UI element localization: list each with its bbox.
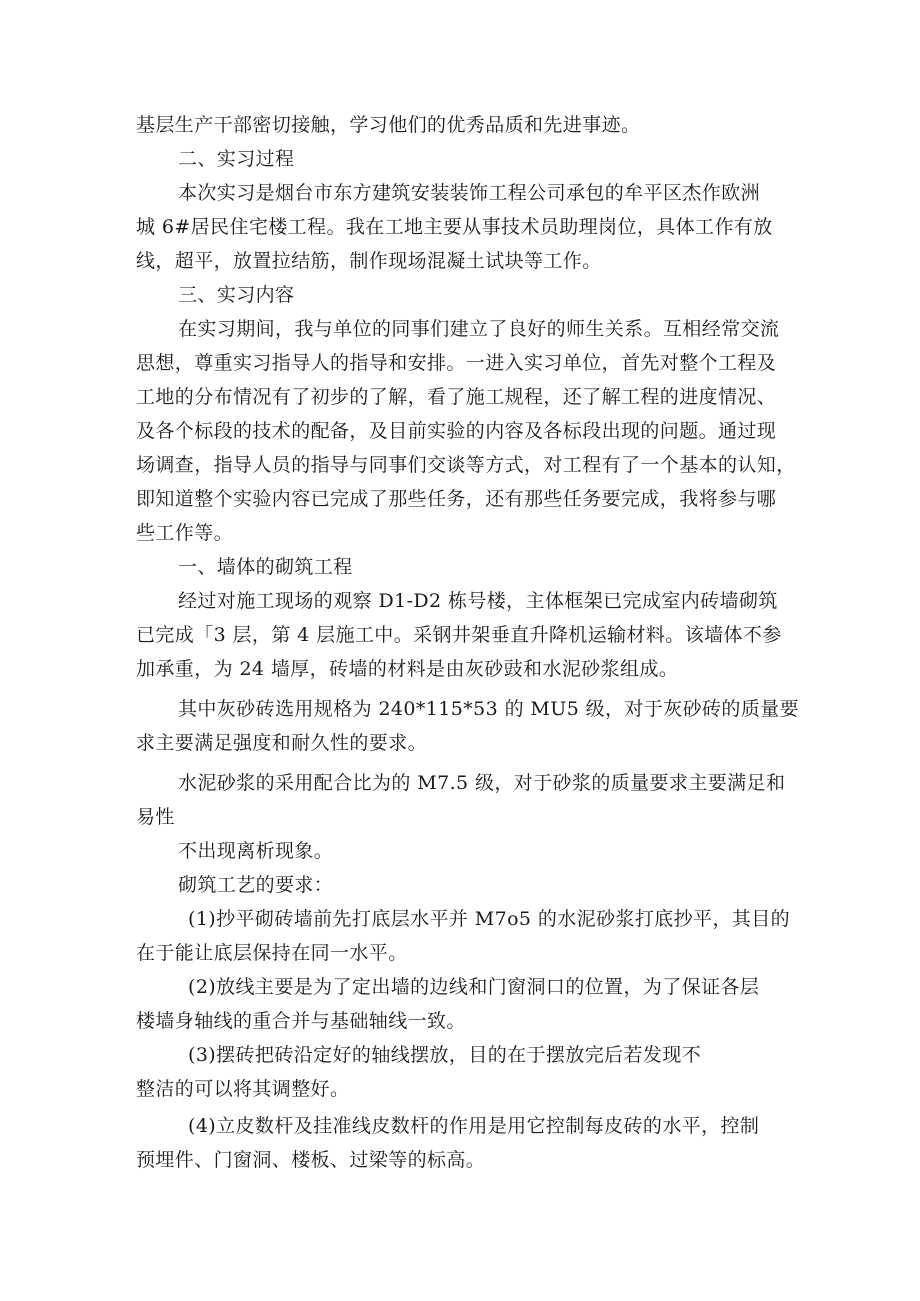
text-line-17: 加承重，为 24 墙厚，砖墙的材料是由灰砂豉和水泥砂浆组成。 xyxy=(136,658,679,680)
text-line-9: 工地的分布情况有了初步的了解，看了施工规程，还了解工程的进度情况、 xyxy=(136,386,777,408)
text-line-5: 线，超平，放置拉结筋，制作现场混凝土试块等工作。 xyxy=(136,250,602,272)
text-line-4: 城 6#居民住宅楼工程。我在工地主要从事技术员助理岗位，具体工作有放 xyxy=(136,216,773,238)
text-line-29: 整洁的可以将其调整好。 xyxy=(136,1078,350,1100)
text-line-27: 楼墙身轴线的重合并与基础轴线一致。 xyxy=(136,1010,466,1032)
text-line-23: 砌筑工艺的要求： xyxy=(178,874,334,896)
text-line-3: 本次实习是烟台市东方建筑安装装饰工程公司承包的牟平区杰作欧洲 xyxy=(178,182,761,204)
section-heading-internship-content: 三、实习内容 xyxy=(178,284,295,306)
text-line-11: 场调查，指导人员的指导与同事们交谈等方式，对工程有了一个基本的认知， xyxy=(136,454,796,476)
text-line-22: 不出现离析现象。 xyxy=(178,840,334,862)
text-line-31: 预埋件、门窗洞、楼板、过梁等的标高。 xyxy=(136,1149,486,1171)
list-item-1: (1)抄平砌砖墙前先打底层水平并 M7o5 的水泥砂浆打底抄平，其目的 xyxy=(188,908,791,930)
text-line-13: 些工作等。 xyxy=(136,522,234,544)
text-line-18: 其中灰砂砖选用规格为 240*115*53 的 MU5 级，对于灰砂砖的质量要 xyxy=(178,698,800,720)
list-item-3: (3)摆砖把砖沿定好的轴线摆放，目的在于摆放完后若发现不 xyxy=(188,1044,702,1066)
text-line-15: 经过对施工现场的观察 D1-D2 栋号楼，主体框架已完成室内砖墙砌筑 xyxy=(178,590,778,612)
section-heading-internship-process: 二、实习过程 xyxy=(178,148,295,170)
text-line-25: 在于能让底层保持在同一水平。 xyxy=(136,942,408,964)
text-line-16: 已完成「3 层，第 4 层施工中。采钢井架垂直升降机运输材料。该墙体不参 xyxy=(136,624,782,646)
text-line-19: 求主要满足强度和耐久性的要求。 xyxy=(136,732,428,754)
section-heading-masonry: 一、墙体的砌筑工程 xyxy=(178,556,353,578)
text-line-12: 即知道整个实验内容已完成了那些任务，还有那些任务要完成，我将参与哪 xyxy=(136,488,777,510)
list-item-2: (2)放线主要是为了定出墙的边线和门窗洞口的位置，为了保证各层 xyxy=(188,976,760,998)
text-line-8: 思想，尊重实习指导人的指导和安排。一进入实习单位，首先对整个工程及 xyxy=(136,352,777,374)
text-line-10: 及各个标段的技术的配备，及目前实验的内容及各标段出现的问题。通过现 xyxy=(136,420,777,442)
text-line-7: 在实习期间，我与单位的同事们建立了良好的师生关系。互相经常交流 xyxy=(178,318,780,340)
text-line-21: 易性 xyxy=(136,806,175,828)
text-line-20: 水泥砂浆的采用配合比为的 M7.5 级，对于砂浆的质量要求主要满足和 xyxy=(178,772,786,794)
list-item-4: (4)立皮数杆及挂准线皮数杆的作用是用它控制每皮砖的水平，控制 xyxy=(188,1115,760,1137)
text-line-1: 基层生产干部密切接触，学习他们的优秀品质和先进事迹。 xyxy=(136,114,641,136)
